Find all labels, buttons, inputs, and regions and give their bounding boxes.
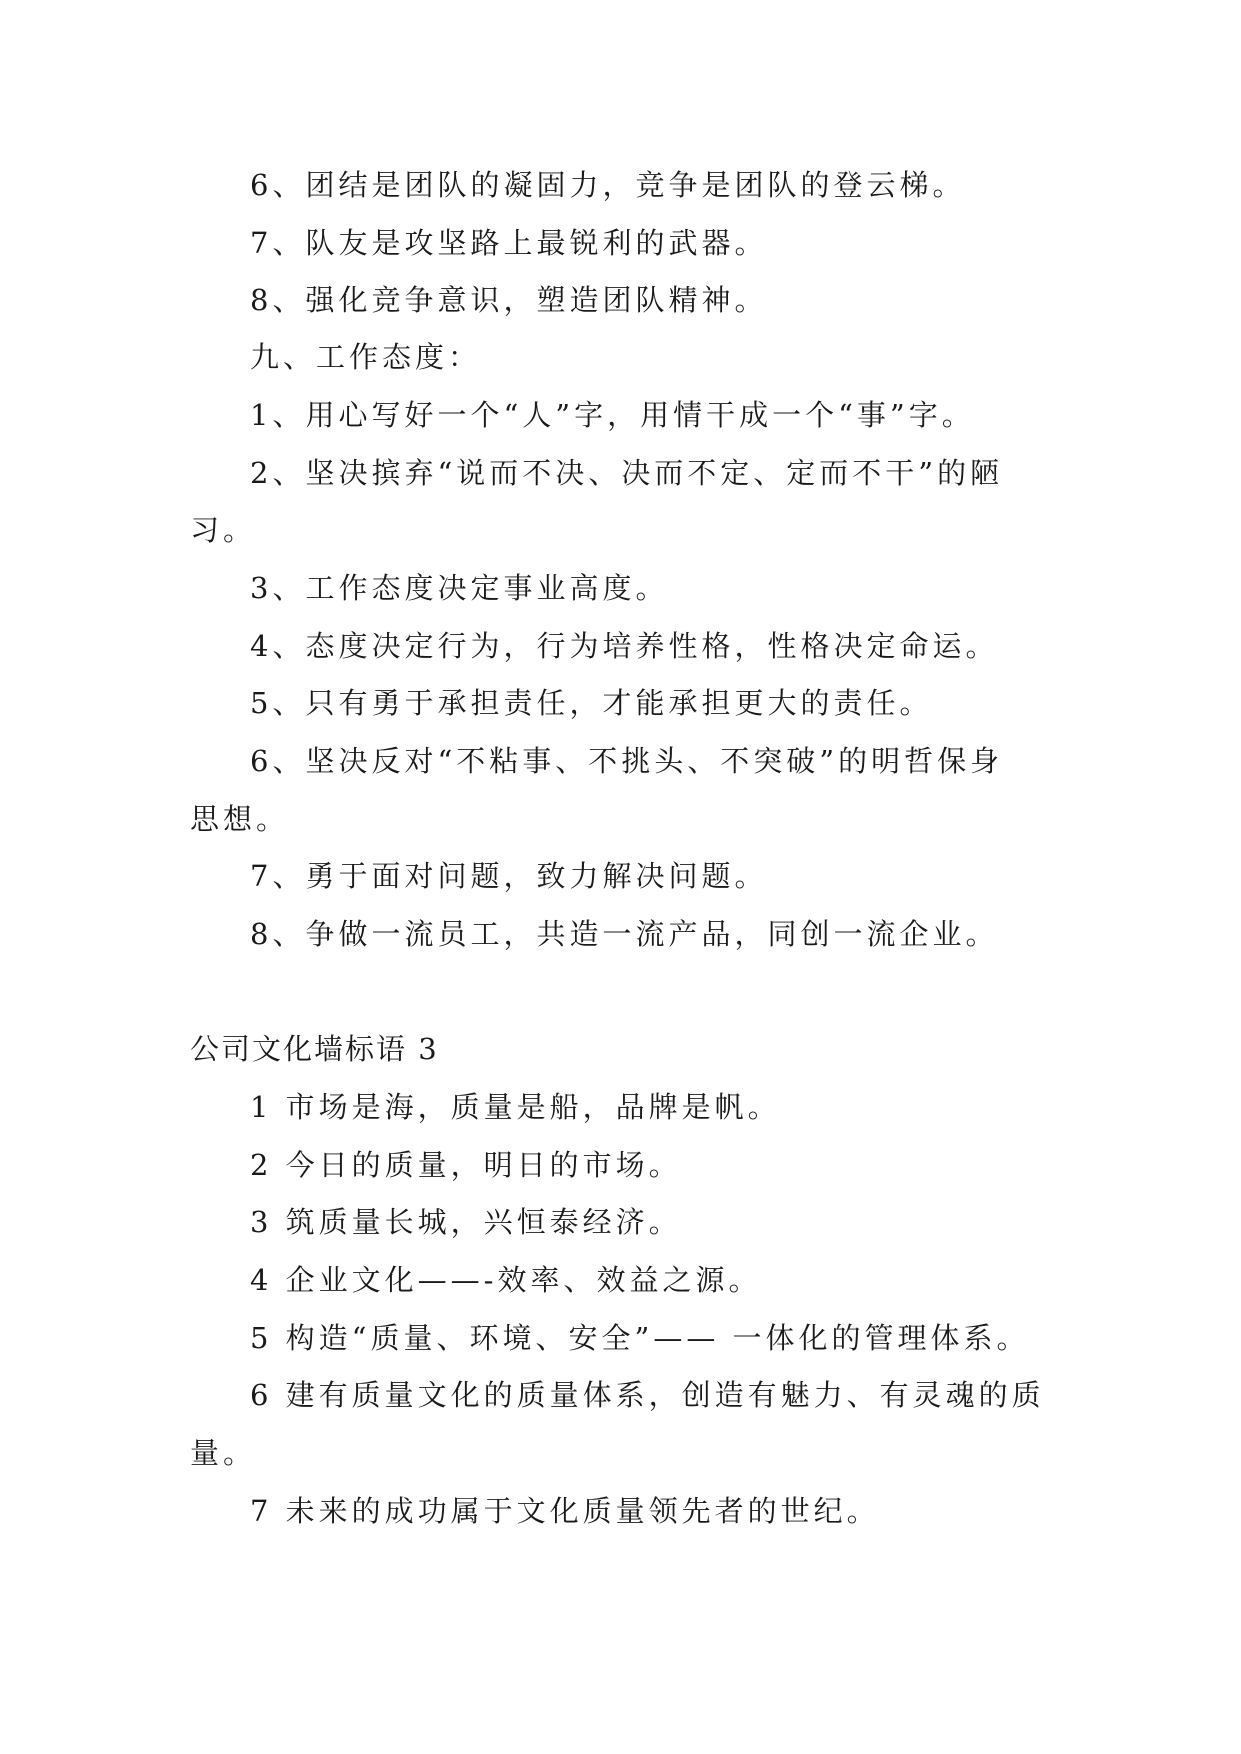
list-item: 8、争做一流员工，共造一流产品，同创一流企业。	[250, 917, 999, 951]
list-item: 2 今日的质量，明日的市场。	[250, 1148, 682, 1182]
list-item-continuation: 习。	[190, 513, 257, 547]
list-item: 1 市场是海，质量是船，品牌是帆。	[250, 1090, 781, 1124]
section-heading: 公司文化墙标语 3	[190, 1032, 439, 1066]
list-item: 3、工作态度决定事业高度。	[250, 571, 669, 605]
list-item: 8、强化竞争意识，塑造团队精神。	[250, 283, 768, 317]
list-item-continuation: 量。	[190, 1436, 257, 1470]
list-item: 4 企业文化——-效率、效益之源。	[250, 1263, 762, 1297]
list-item: 2、坚决摈弃“说而不决、决而不定、定而不干”的陋	[250, 456, 1004, 490]
list-item: 7、勇于面对问题，致力解决问题。	[250, 859, 768, 893]
list-item: 5、只有勇于承担责任，才能承担更大的责任。	[250, 686, 933, 720]
list-item: 7 未来的成功属于文化质量领先者的世纪。	[250, 1494, 880, 1528]
list-item-continuation: 思想。	[190, 802, 290, 836]
section-heading: 九、工作态度：	[250, 340, 482, 374]
list-item: 6 建有质量文化的质量体系，创造有魅力、有灵魂的质	[250, 1378, 1045, 1412]
list-item: 6、坚决反对“不粘事、不挑头、不突破”的明哲保身	[250, 744, 1004, 778]
list-item: 3 筑质量长城，兴恒泰经济。	[250, 1205, 682, 1239]
list-item: 4、态度决定行为，行为培养性格，性格决定命运。	[250, 629, 999, 663]
list-item: 7、队友是攻坚路上最锐利的武器。	[250, 226, 768, 260]
list-item: 5 构造“质量、环境、安全”—— 一体化的管理体系。	[250, 1321, 1030, 1355]
list-item: 6、团结是团队的凝固力，竞争是团队的登云梯。	[250, 168, 966, 202]
list-item: 1、用心写好一个“人”字，用情干成一个“事”字。	[250, 398, 975, 432]
